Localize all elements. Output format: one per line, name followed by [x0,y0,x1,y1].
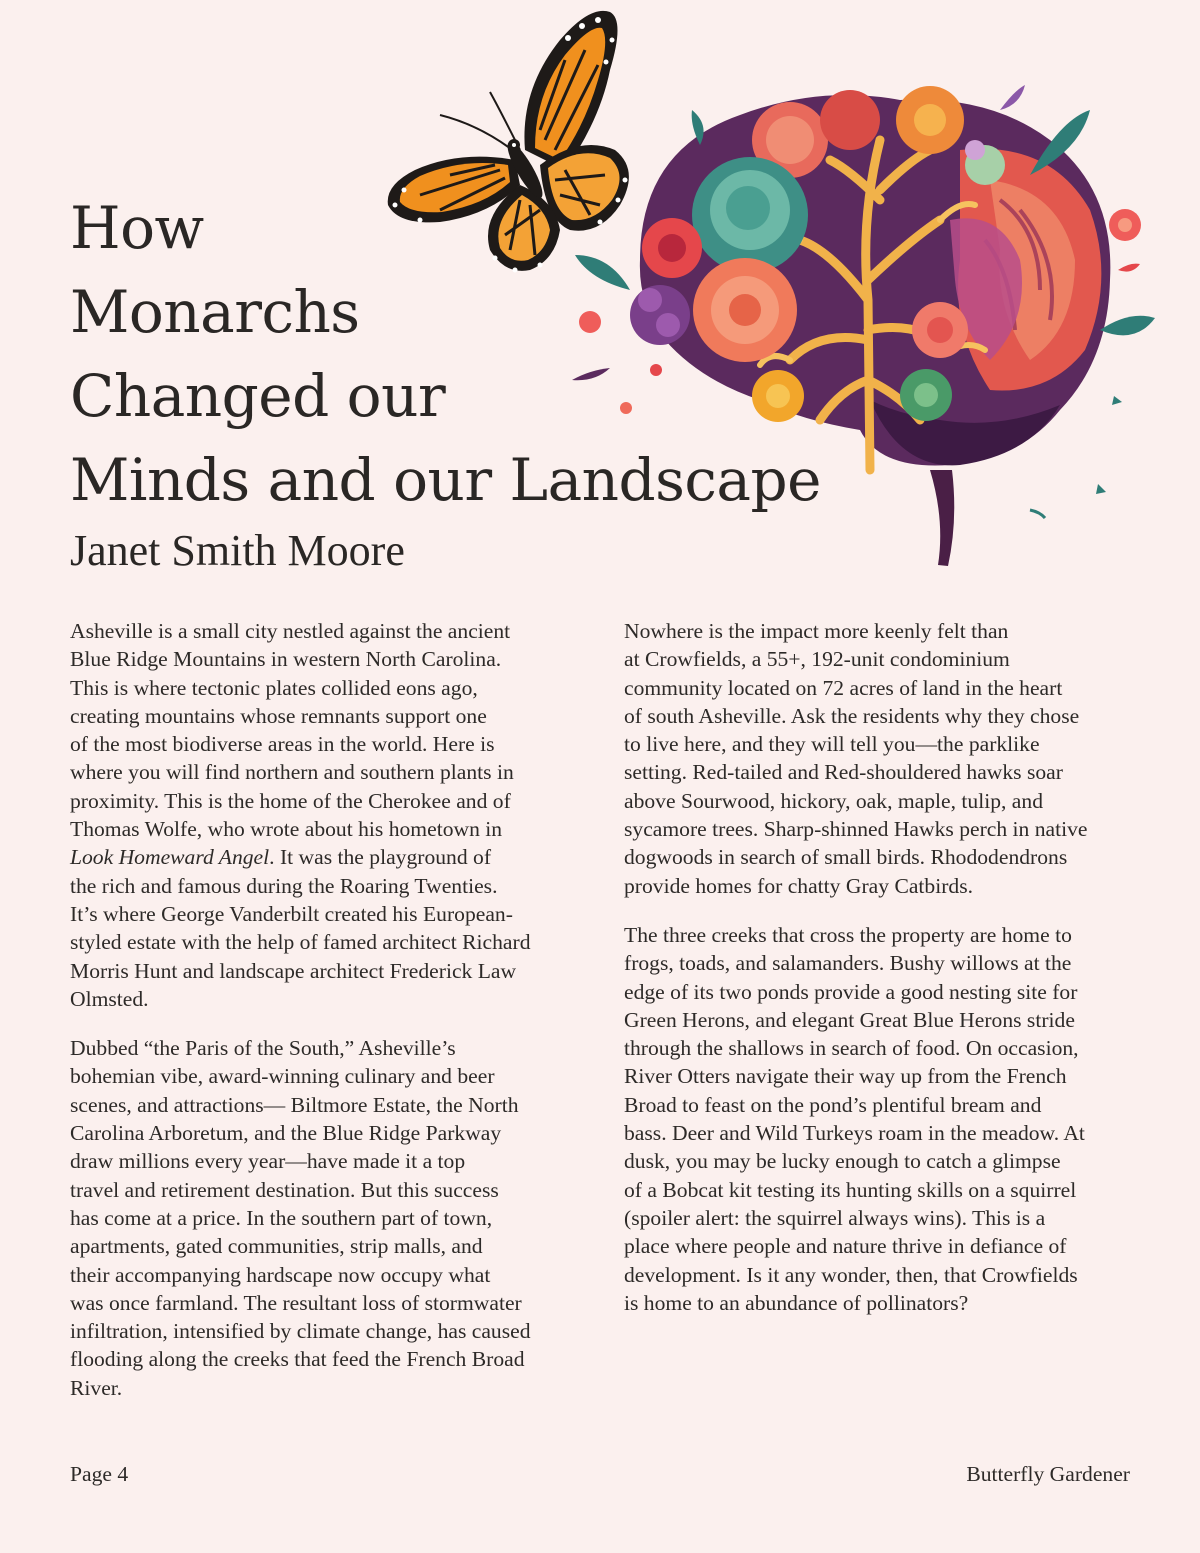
text-line: It’s where George Vanderbilt created his European- [70,901,513,926]
text-line: dusk, you may be lucky enough to catch a glimpse [624,1149,1061,1174]
text-line: The three creeks that cross the property are home to [624,922,1072,947]
paragraph [70,617,575,1013]
text-line: Broad to feast on the pond’s plentiful bream and [624,1092,1042,1117]
text-line: of south Asheville. Ask the residents why they chose [624,703,1080,728]
text-line: of a Bobcat kit testing its hunting skills on a squirrel [624,1177,1077,1202]
text-line: community located on 72 acres of land in the heart [624,675,1063,700]
text-line: Thomas Wolfe, who wrote about his hometown in [70,817,503,842]
text-line: edge of its two ponds provide a good nesting site for [624,979,1078,1004]
text-line: Asheville is a small city nestled against the ancient [70,619,511,643]
paragraph [624,921,1129,1317]
author-byline: Janet Smith Moore [70,526,405,575]
text-line: styled estate with the help of famed architect Richard [70,930,531,955]
text-line: Morris Hunt and landscape architect Frederick Law [70,958,517,983]
text-line: setting. Red-tailed and Red-shouldered hawks soar [624,760,1063,785]
text-line: Carolina Arboretum, and the Blue Ridge Parkway [70,1121,502,1146]
text-line: to live here, and they will tell you—the parklike [624,732,1040,757]
text-line: scenes, and attractions— Biltmore Estate, the North [70,1092,519,1117]
text-line: Olmsted. [70,986,149,1011]
text-line: River. [70,1375,123,1400]
text-line: bass. Deer and Wild Turkeys roam in the meadow. At [624,1121,1085,1146]
text-line: sycamore trees. Sharp-shinned Hawks perch in native [624,817,1088,842]
text-line: Nowhere is the impact more keenly felt than [624,619,1009,643]
text-line: apartments, gated communities, strip malls, and [70,1234,483,1259]
article-title [70,186,890,522]
text-line: frogs, toads, and salamanders. Bushy willows at the [624,951,1072,976]
text-line: the rich and famous during the Roaring Twenties. [70,873,498,898]
text-line: (spoiler alert: the squirrel always wins). This is a [624,1205,1046,1230]
text-line: Green Herons, and elegant Great Blue Herons stride [624,1007,1075,1032]
text-line: where you will find northern and southern plants in [70,760,514,785]
text-line: flooding along the creeks that feed the French Broad [70,1347,525,1372]
text-line: has come at a price. In the southern part of town, [70,1205,493,1230]
title-line: Monarchs [70,278,360,346]
paragraph [70,1034,575,1402]
text-line: their accompanying hardscape now occupy what [70,1262,491,1287]
text-line: Dubbed “the Paris of the South,” Asheville’s [70,1036,456,1061]
text-line: at Crowfields, a 55+, 192-unit condominium [624,647,1010,672]
text-line: above Sourwood, hickory, oak, maple, tulip, and [624,788,1043,813]
text-line: is home to an abundance of pollinators? [624,1290,969,1315]
publication-name: Butterfly Gardener [966,1462,1130,1486]
text-line: through the shallows in search of food. On occasion, [624,1036,1079,1061]
title-line: Changed our [70,362,446,430]
text-line: of the most biodiverse areas in the world. Here is [70,732,495,757]
text-line: travel and retirement destination. But this success [70,1177,499,1202]
text-fragment: . It was the playground of [269,845,492,870]
left-column [70,617,575,1423]
text-line: Blue Ridge Mountains in western North Carolina. [70,647,502,672]
text-line: provide homes for chatty Gray Catbirds. [624,873,974,898]
text-line: infiltration, intensified by climate change, has caused [70,1319,531,1344]
title-line: How [70,194,204,262]
text-line: creating mountains whose remnants support one [70,703,487,728]
text-line: dogwoods in search of small birds. Rhododendrons [624,845,1068,870]
title-line: Minds and our Landscape [70,446,821,514]
text-line: draw millions every year—have made it a top [70,1149,466,1174]
text-line: proximity. This is the home of the Cherokee and of [70,788,511,813]
book-title: Look Homeward Angel [70,845,270,870]
text-line: development. Is it any wonder, then, that Crowfields [624,1262,1078,1287]
paragraph [624,617,1129,900]
page-number: Page 4 [70,1462,129,1486]
text-line: bohemian vibe, award-winning culinary and beer [70,1064,495,1089]
text-line: was once farmland. The resultant loss of stormwater [70,1290,522,1315]
text-line: River Otters navigate their way up from the French [624,1064,1067,1089]
text-line [70,843,575,871]
right-column [624,617,1129,1338]
text-line: This is where tectonic plates collided eons ago, [70,675,478,700]
text-line: place where people and nature thrive in defiance of [624,1234,1067,1259]
